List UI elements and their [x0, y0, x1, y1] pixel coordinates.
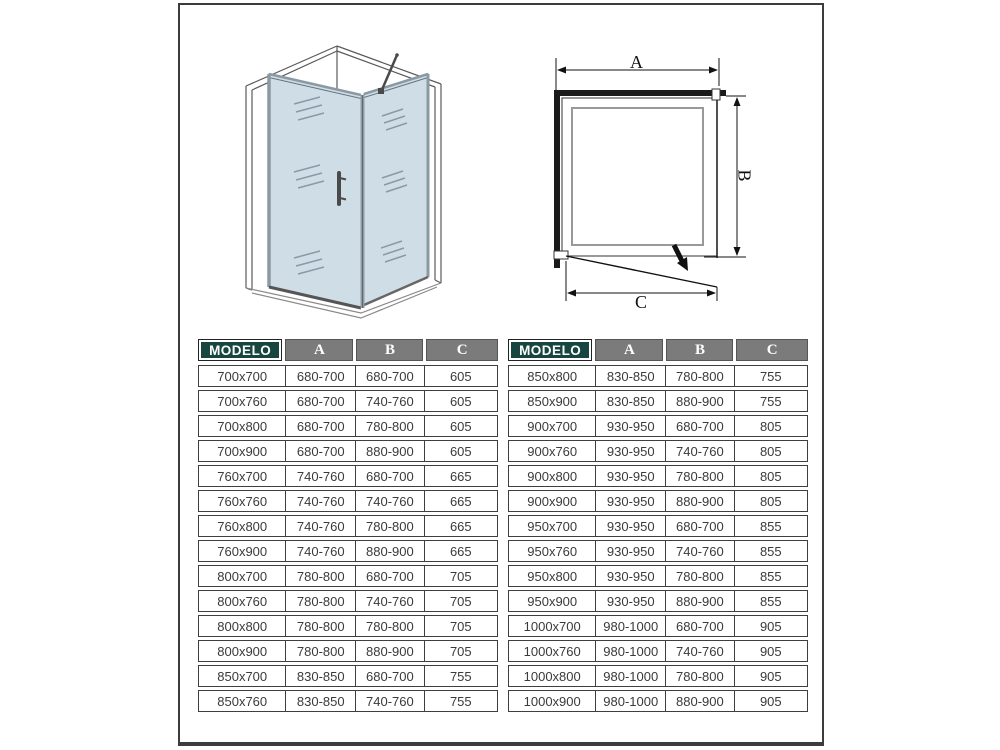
size-table-left — [198, 339, 498, 715]
dimension-cell: 805 — [734, 441, 807, 461]
dimension-column-header: C — [426, 339, 498, 361]
dimension-cell: 680-700 — [355, 666, 424, 686]
dimension-cell: 830-850 — [595, 391, 665, 411]
dimension-cell: 740-760 — [355, 691, 424, 711]
dimension-cell: 780-800 — [285, 566, 355, 586]
dimension-cell: 880-900 — [665, 691, 734, 711]
top-wall-profile — [554, 90, 726, 96]
dimension-cell: 880-900 — [355, 541, 424, 561]
dimension-cell: 930-950 — [595, 466, 665, 486]
door-swing-line — [566, 256, 717, 287]
dimension-column-header: B — [356, 339, 423, 361]
dimension-cell: 780-800 — [355, 416, 424, 436]
model-cell: 760x760 — [217, 493, 268, 509]
top-view-diagram — [540, 40, 792, 318]
dimension-cell: 905 — [734, 691, 807, 711]
model-cell: 1000x760 — [523, 643, 581, 659]
size-table-right — [508, 339, 808, 715]
spec-table-row — [198, 440, 498, 462]
dimension-cell: 930-950 — [595, 516, 665, 536]
dimension-cell: 755 — [424, 666, 497, 686]
spec-table-row — [508, 690, 808, 712]
spec-table-row — [198, 565, 498, 587]
dimension-label-b: B — [734, 169, 755, 182]
spec-table-row — [508, 490, 808, 512]
dimension-cell: 780-800 — [665, 566, 734, 586]
enclosure-outline — [562, 98, 717, 256]
dimension-cell: 680-700 — [285, 366, 355, 386]
dimension-cell: 980-1000 — [595, 666, 665, 686]
dimension-cell: 680-700 — [355, 566, 424, 586]
dimension-cell: 740-760 — [285, 491, 355, 511]
dimension-cell: 680-700 — [665, 616, 734, 636]
spec-table-row — [508, 515, 808, 537]
dimension-cell: 830-850 — [595, 366, 665, 386]
dimension-column-header: A — [595, 339, 663, 361]
glass-side-panel — [364, 74, 428, 305]
spec-table-row — [508, 390, 808, 412]
dimension-cell: 680-700 — [665, 416, 734, 436]
dimension-cell: 905 — [734, 616, 807, 636]
hinge-top — [712, 89, 720, 100]
model-cell: 800x700 — [217, 568, 268, 584]
dimension-cell: 740-760 — [285, 466, 355, 486]
left-wall-profile — [554, 90, 560, 268]
dimension-cell: 680-700 — [285, 441, 355, 461]
dimension-cell: 980-1000 — [595, 616, 665, 636]
dimension-cell: 880-900 — [665, 491, 734, 511]
isometric-svg — [233, 18, 463, 320]
spec-table-row — [198, 515, 498, 537]
model-cell: 800x800 — [217, 618, 268, 634]
spec-table-row — [508, 665, 808, 687]
model-cell: 850x800 — [527, 368, 578, 384]
model-cell: 700x800 — [217, 418, 268, 434]
spec-table-row — [198, 615, 498, 637]
dimension-column-header: B — [666, 339, 733, 361]
model-cell: 700x900 — [217, 443, 268, 459]
dimension-cell: 805 — [734, 491, 807, 511]
model-cell: 760x800 — [217, 518, 268, 534]
dimension-cell: 705 — [424, 616, 497, 636]
dimension-cell: 665 — [424, 466, 497, 486]
dimension-cell: 665 — [424, 516, 497, 536]
dimension-cell: 805 — [734, 416, 807, 436]
dimension-cell: 905 — [734, 641, 807, 661]
tray-outline — [572, 108, 703, 245]
dimension-cell: 855 — [734, 566, 807, 586]
dimension-cell: 780-800 — [285, 616, 355, 636]
dimension-cell: 805 — [734, 466, 807, 486]
dimension-cell: 605 — [424, 416, 497, 436]
dimension-cell: 780-800 — [285, 641, 355, 661]
model-cell: 800x760 — [217, 593, 268, 609]
dimension-cell: 830-850 — [285, 691, 355, 711]
dimension-cell: 605 — [424, 366, 497, 386]
dimension-cell: 855 — [734, 516, 807, 536]
dimension-cell: 605 — [424, 441, 497, 461]
dimension-cell: 930-950 — [595, 591, 665, 611]
dimension-cell: 780-800 — [665, 466, 734, 486]
dimension-cell: 705 — [424, 566, 497, 586]
dimension-cell: 740-760 — [285, 516, 355, 536]
dimension-cell: 680-700 — [285, 416, 355, 436]
glass-door-panel — [269, 74, 361, 308]
model-cell: 900x900 — [527, 493, 578, 509]
dimension-cell: 680-700 — [665, 516, 734, 536]
dimension-cell: 880-900 — [355, 441, 424, 461]
spec-table-row — [508, 415, 808, 437]
model-cell: 700x700 — [217, 368, 268, 384]
dimension-cell: 740-760 — [355, 491, 424, 511]
spec-table-row — [198, 490, 498, 512]
dimension-cell: 740-760 — [285, 541, 355, 561]
dimension-cell: 855 — [734, 541, 807, 561]
dimension-cell: 780-800 — [355, 616, 424, 636]
dimension-cell: 680-700 — [355, 466, 424, 486]
dimension-cell: 740-760 — [665, 541, 734, 561]
dimension-label-a: A — [630, 52, 643, 72]
content-frame — [178, 3, 824, 746]
dimension-cell: 930-950 — [595, 566, 665, 586]
hinge-bottom — [554, 251, 568, 259]
dimension-cell: 880-900 — [665, 391, 734, 411]
spec-table-row — [508, 540, 808, 562]
table-header-row — [198, 339, 498, 361]
dimension-cell: 755 — [734, 366, 807, 386]
dimension-cell: 905 — [734, 666, 807, 686]
dimension-label-c: C — [635, 292, 648, 312]
dimension-cell: 605 — [424, 391, 497, 411]
dimension-cell: 980-1000 — [595, 641, 665, 661]
dimension-cell: 930-950 — [595, 541, 665, 561]
model-cell: 950x700 — [527, 518, 578, 534]
dimension-cell: 755 — [424, 691, 497, 711]
model-cell: 700x760 — [217, 393, 268, 409]
dimension-cell: 740-760 — [665, 441, 734, 461]
model-cell: 950x900 — [527, 593, 578, 609]
dimension-cell: 780-800 — [665, 666, 734, 686]
model-column-header: MODELO — [198, 339, 282, 361]
spec-table-row — [508, 565, 808, 587]
spec-table-row — [508, 615, 808, 637]
dimension-cell: 880-900 — [355, 641, 424, 661]
model-cell: 900x760 — [527, 443, 578, 459]
spec-table-row — [198, 590, 498, 612]
dimension-cell: 930-950 — [595, 491, 665, 511]
model-cell: 850x900 — [527, 393, 578, 409]
model-cell: 950x760 — [527, 543, 578, 559]
spec-table-row — [198, 390, 498, 412]
isometric-diagram — [233, 18, 463, 320]
model-column-header: MODELO — [508, 339, 592, 361]
dimension-cell: 680-700 — [355, 366, 424, 386]
spec-table-row — [508, 640, 808, 662]
spec-table-row — [198, 690, 498, 712]
dimension-cell: 665 — [424, 541, 497, 561]
spec-table-row — [198, 365, 498, 387]
dimension-cell: 680-700 — [285, 391, 355, 411]
dimension-cell: 755 — [734, 391, 807, 411]
model-cell: 760x700 — [217, 468, 268, 484]
dimension-cell: 740-760 — [665, 641, 734, 661]
dimension-column-header: C — [736, 339, 808, 361]
spec-table-row — [198, 640, 498, 662]
table-header-row — [508, 339, 808, 361]
model-cell: 950x800 — [527, 568, 578, 584]
dimension-cell: 740-760 — [355, 391, 424, 411]
model-cell: 800x900 — [217, 643, 268, 659]
dimension-cell: 930-950 — [595, 416, 665, 436]
spec-table-row — [508, 440, 808, 462]
spec-table-row — [198, 465, 498, 487]
spec-table-row — [508, 590, 808, 612]
model-cell: 1000x700 — [523, 618, 581, 634]
dimension-cell: 930-950 — [595, 441, 665, 461]
dimension-column-header: A — [285, 339, 353, 361]
dimension-cell: 705 — [424, 591, 497, 611]
dimension-cell: 780-800 — [355, 516, 424, 536]
model-cell: 1000x800 — [523, 668, 581, 684]
dimension-cell: 705 — [424, 641, 497, 661]
model-cell: 850x760 — [217, 693, 268, 709]
dimension-cell: 855 — [734, 591, 807, 611]
spec-table-row — [508, 365, 808, 387]
model-cell: 900x700 — [527, 418, 578, 434]
model-cell: 850x700 — [217, 668, 268, 684]
spec-table-row — [198, 540, 498, 562]
dimension-cell: 665 — [424, 491, 497, 511]
spec-table-row — [508, 465, 808, 487]
door-swing-arrow-icon — [674, 245, 688, 271]
model-cell: 900x800 — [527, 468, 578, 484]
model-cell: 760x900 — [217, 543, 268, 559]
dimension-cell: 830-850 — [285, 666, 355, 686]
dimension-cell: 880-900 — [665, 591, 734, 611]
dimension-cell: 980-1000 — [595, 691, 665, 711]
dimension-cell: 780-800 — [665, 366, 734, 386]
spec-table-row — [198, 415, 498, 437]
spec-table-row — [198, 665, 498, 687]
dimension-cell: 780-800 — [285, 591, 355, 611]
model-cell: 1000x900 — [523, 693, 581, 709]
dimension-cell: 740-760 — [355, 591, 424, 611]
